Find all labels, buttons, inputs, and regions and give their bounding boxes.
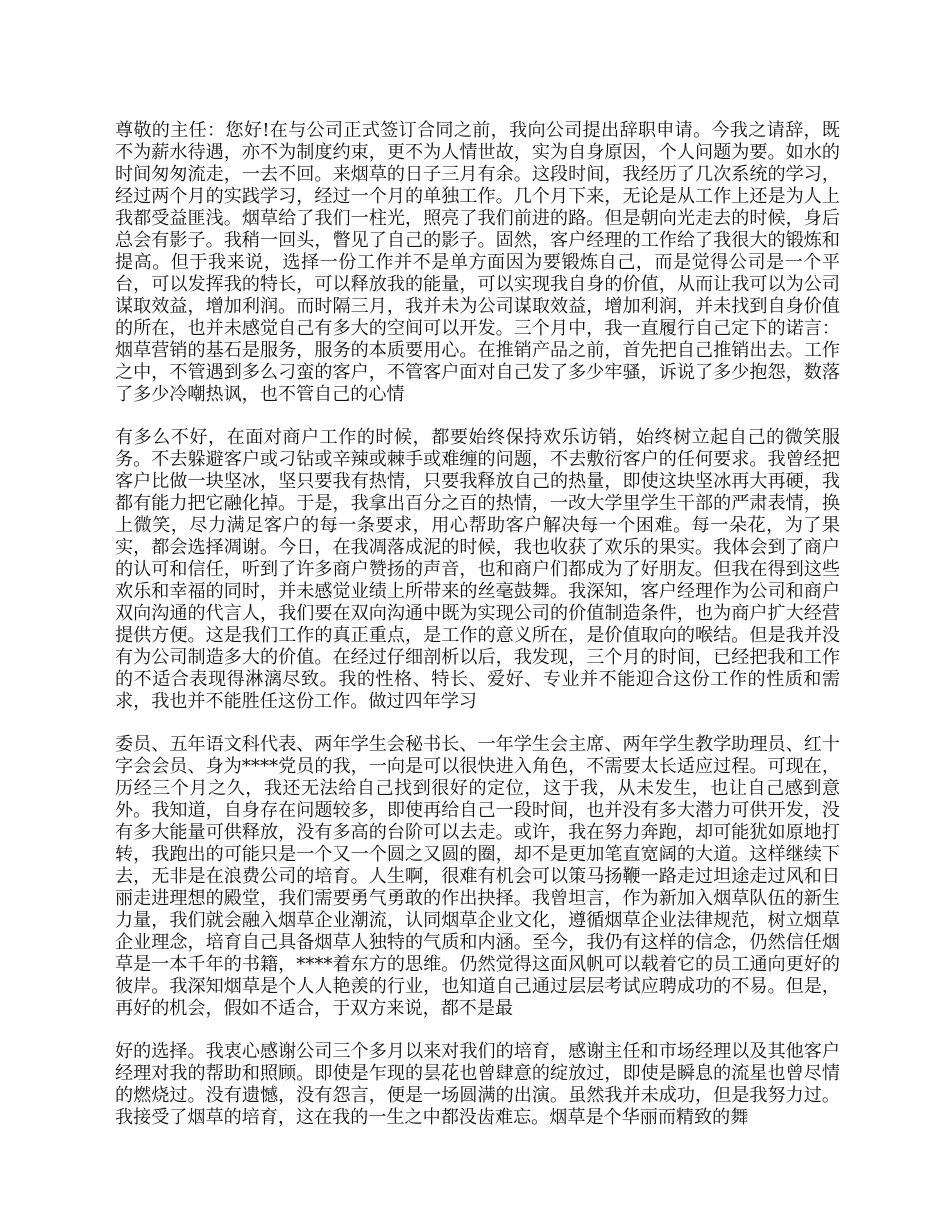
paragraph-4: 好的选择。我衷心感谢公司三个多月以来对我们的培育，感谢主任和市场经理以及其他客户经理对我的帮助和照顾。即使是乍现的昙花也曾肆意的绽放过，即使是瞬息的流星也曾尽情的燃烧过。没有遗憾，没有怨言，便是一场圆满的出演。虽然我并未成功，但是我努力过。我接受了烟草的培育，这在我的一生之中都没齿难忘。烟草是个华丽而精致的舞 — [115, 1041, 840, 1128]
paragraph-1: 尊敬的主任：您好!在与公司正式签订合同之前，我向公司提出辞职申请。今我之请辞，既不为薪水待遇，亦不为制度约束，更不为人情世故，实为自身原因，个人问题为要。如水的时间匆匆流走，一去不回。来烟草的日子三月有余。这段时间，我经历了几次系统的学习，经过两个月的实践学习，经过一个月的单独工作。几个月下来，无论是从工作上还是为人上我都受益匪浅。烟草给了我们一柱光，照亮了我们前进的路。但是朝向光走去的时候，身后总会有影子。我稍一回头，瞥见了自己的影子。固然，客户经理的工作给了我很大的锻炼和提高。但于我来说，选择一份工作并不是单方面因为要锻炼自己，而是觉得公司是一个平台，可以发挥我的特长，可以释放我的能量，可以实现我自身的价值，从而让我可以为公司谋取效益，增加利润。而时隔三月，我并未为公司谋取效益，增加利润，并未找到自身价值的所在，也并未感觉自己有多大的空间可以开发。三个月中，我一直履行自己定下的诺言：烟草营销的基石是服务，服务的本质要用心。在推销产品之前，首先把自己推销出去。工作之中，不管遇到多么刁蛮的客户，不管客户面对自己发了多少牢骚，诉说了多少抱怨，数落了多少冷嘲热讽，也不管自己的心情 — [115, 120, 840, 405]
paragraph-2: 有多么不好，在面对商户工作的时候，都要始终保持欢乐访销，始终树立起自己的微笑服务。不去躲避客户或刁钻或辛辣或棘手或难缠的问题，不去敷衍客户的任何要求。我曾经把客户比做一块坚冰，坚只要我有热情，只要我释放自己的热量，即使这块坚冰再大再硬，我都有能力把它融化掉。于是，我拿出百分之百的热情，一改大学里学生干部的严肃表情，换上微笑，尽力满足客户的每一条要求，用心帮助客户解决每一个困难。每一朵花，为了果实，都会选择凋谢。今日，在我凋落成泥的时候，我也收获了欢乐的果实。我体会到了商户的认可和信任，听到了许多商户赞扬的声音，也和商户们都成为了好朋友。但我在得到这些欢乐和幸福的同时，并未感觉业绩上所带来的丝毫鼓舞。我深知，客户经理作为公司和商户双向沟通的代言人，我们要在双向沟通中既为实现公司的价值制造条件，也为商户扩大经营提供方便。这是我们工作的真正重点，是工作的意义所在，是价值取向的喉结。但是我并没有为公司制造多大的价值。在经过仔细剖析以后，我发现，三个月的时间，已经把我和工作的不适合表现得淋漓尽致。我的性格、特长、爱好、专业并不能迎合这份工作的性质和需求，我也并不能胜任这份工作。做过四年学习 — [115, 427, 840, 712]
paragraph-3: 委员、五年语文科代表、两年学生会秘书长、一年学生会主席、两年学生教学助理员、红十字会会员、身为****党员的我，一向是可以很快进入角色，不需要太长适应过程。可现在，历经三个月之久，我还无法给自己找到很好的定位，这于我，从未发生，也让自己感到意外。我知道，自身存在问题较多，即使再给自己一段时间，也并没有多大潜力可供开发，没有多大能量可供释放，没有多高的台阶可以去走。或许，我在努力奔跑，却可能犹如原地打转，我跑出的可能只是一个又一个圆之又圆的圈，却不是更加笔直宽阔的大道。这样继续下去，无非是在浪费公司的培育。人生啊，很难有机会可以策马扬鞭一路走过坦途走过风和日丽走进理想的殿堂，我们需要勇气勇敢的作出抉择。我曾坦言，作为新加入烟草队伍的新生力量，我们就会融入烟草企业潮流，认同烟草企业文化，遵循烟草企业法律规范，树立烟草企业理念，培育自己具备烟草人独特的气质和内涵。至今，我仍有这样的信念，仍然信任烟草是一本千年的书籍，****着东方的思维。仍然觉得这面风帆可以载着它的员工通向更好的彼岸。我深知烟草是个人人艳羡的行业，也知道自己通过层层考试应聘成功的不易。但是，再好的机会，假如不适合，于双方来说，都不是最 — [115, 734, 840, 1019]
document-body — [115, 120, 840, 1150]
